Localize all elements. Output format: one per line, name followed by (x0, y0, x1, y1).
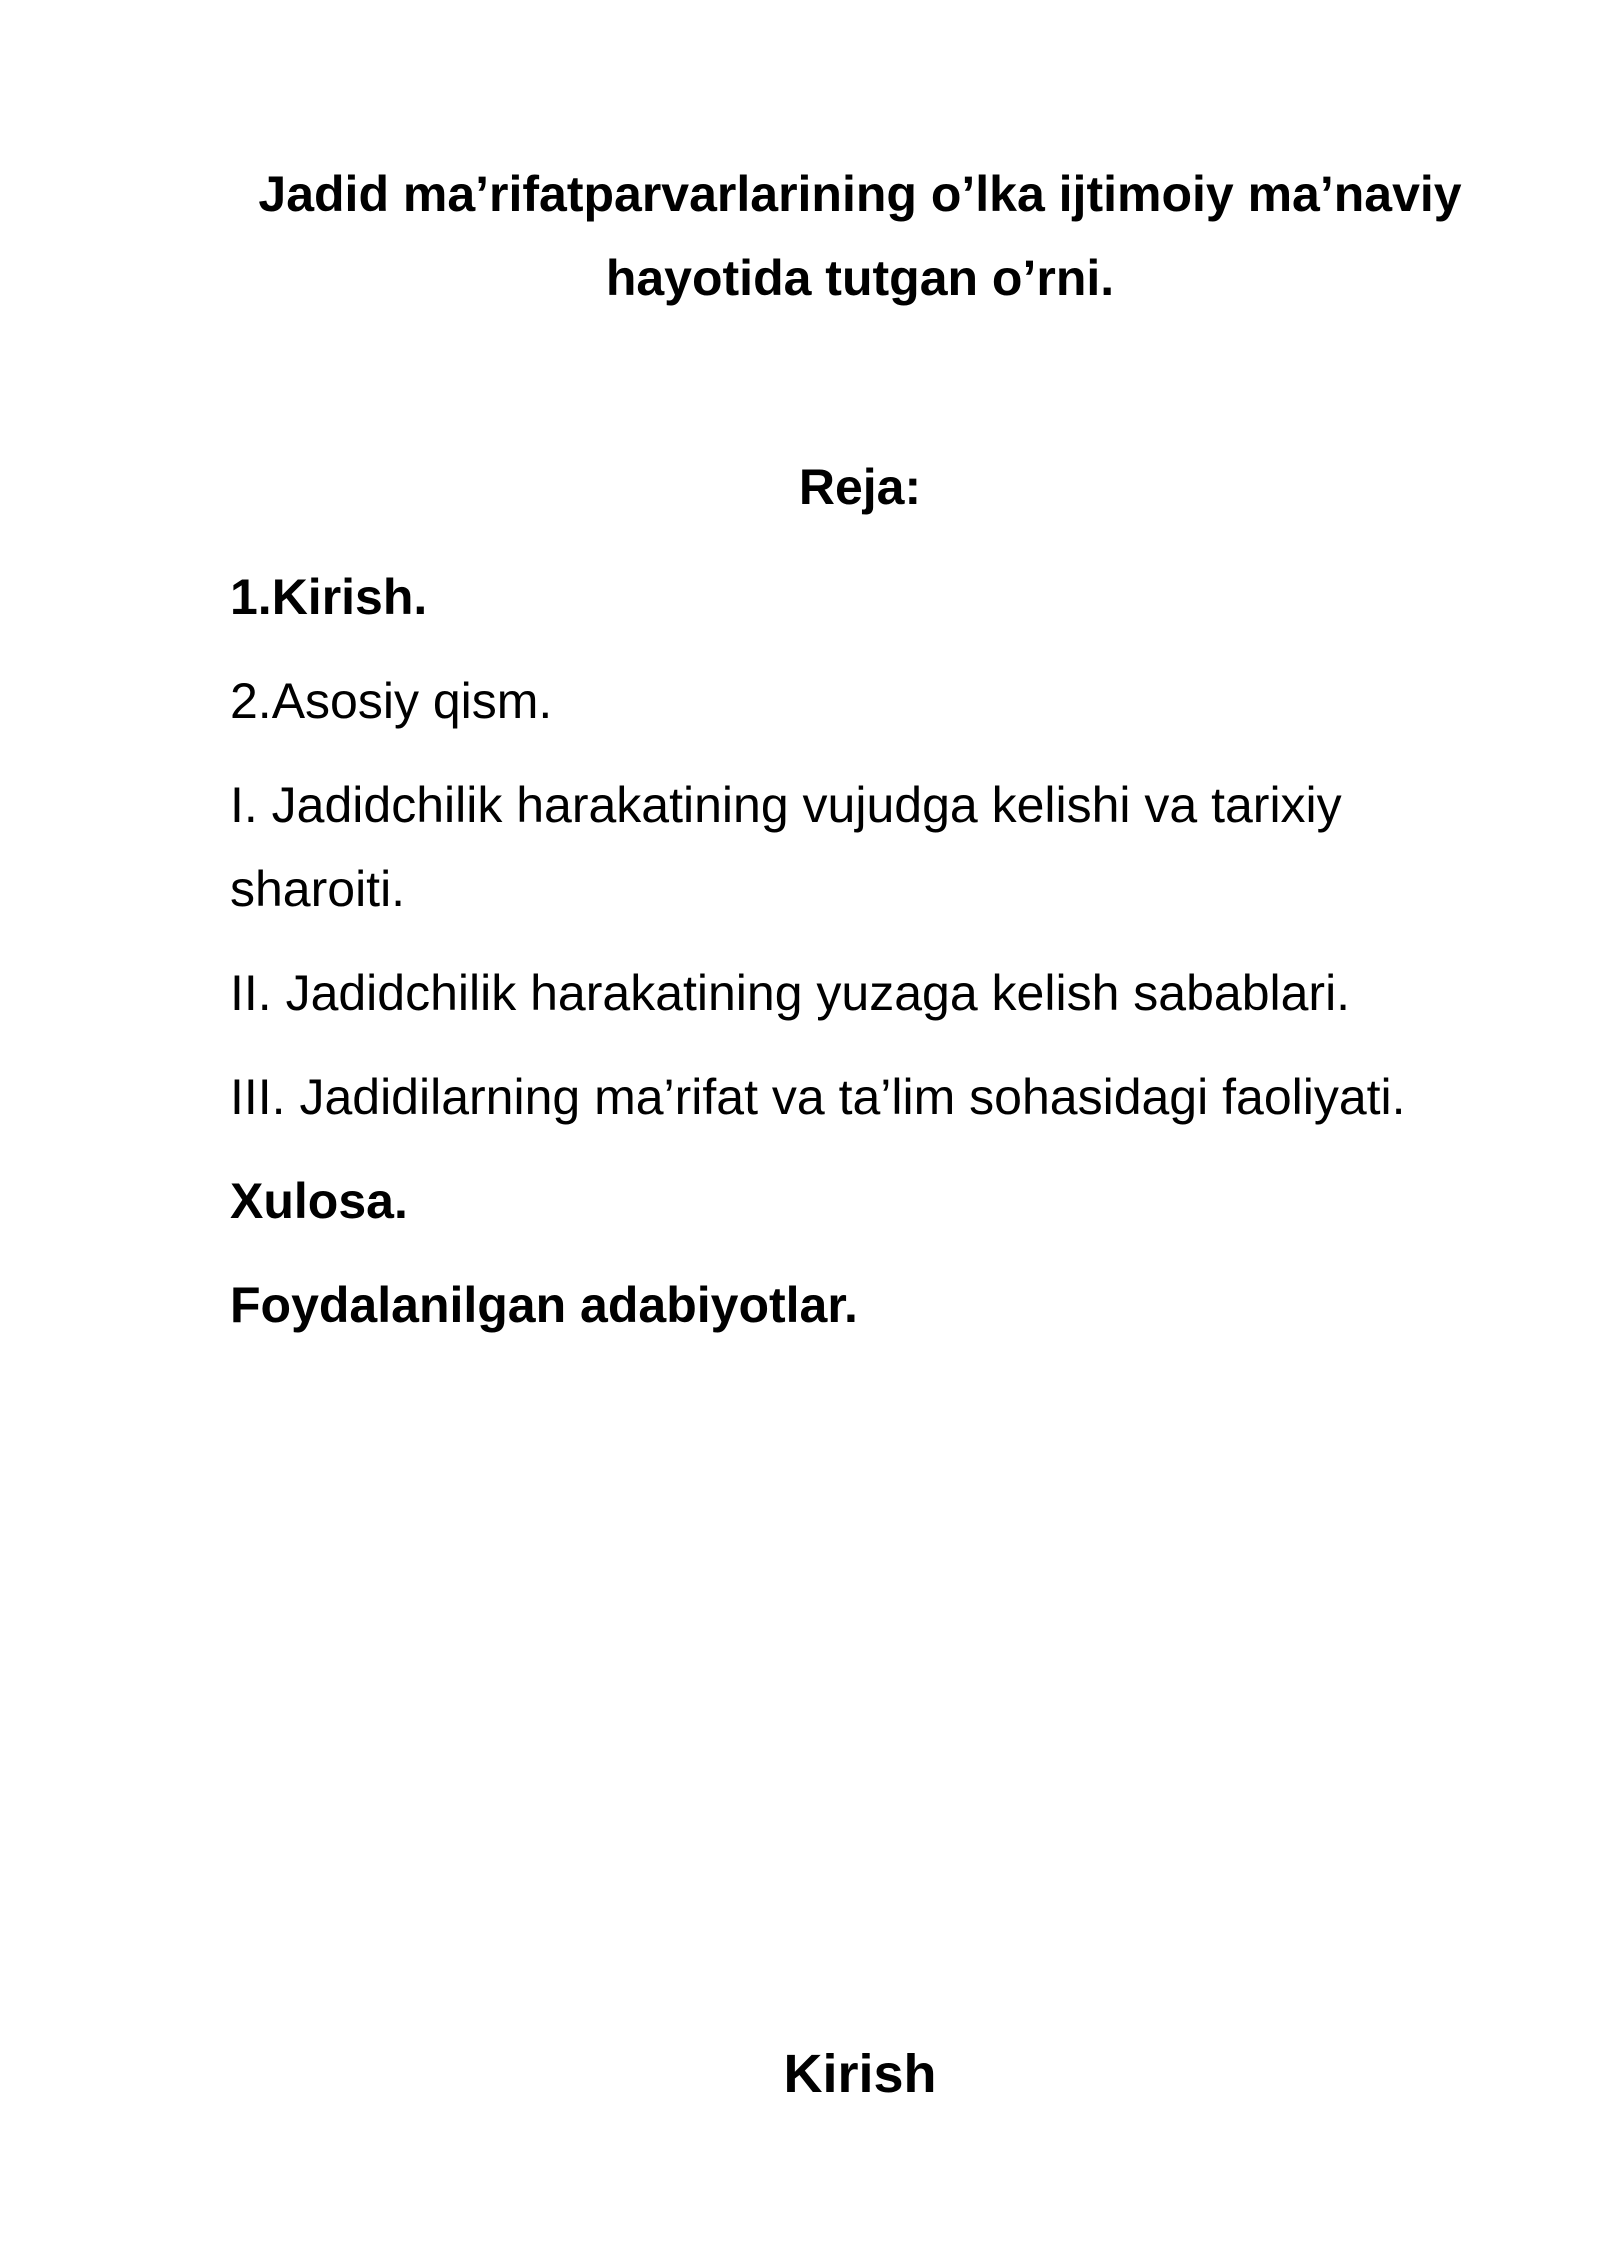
plan-item-introduction: 1.Kirish. (230, 569, 428, 625)
plan-list (230, 555, 1520, 1367)
plan-heading: Reja: (798, 459, 922, 515)
document-title-line-2: hayotida tutgan o’rni. (605, 250, 1115, 306)
plan-item-chapter-2: II. Jadidchilik harakatining yuzaga kelish sabablari. (230, 965, 1351, 1021)
document-title (200, 152, 1520, 320)
plan-item-conclusion: Xulosa. (230, 1173, 408, 1229)
plan-item-chapter-1: I. Jadidchilik harakatining vujudga kelishi va tarixiy sharoiti. (230, 777, 1342, 917)
document-title-line-1: Jadid ma’rifatparvarlarining o’lka ijtimoiy ma’naviy (258, 166, 1462, 222)
plan-item-chapter-3: III. Jadidilarning ma’rifat va ta’lim sohasidagi faoliyati. (230, 1069, 1406, 1125)
plan-item-main-part: 2.Asosiy qism. (230, 673, 553, 729)
section-heading-introduction: Kirish (783, 2044, 937, 2104)
plan-item-references: Foydalanilgan adabiyotlar. (230, 1277, 858, 1333)
